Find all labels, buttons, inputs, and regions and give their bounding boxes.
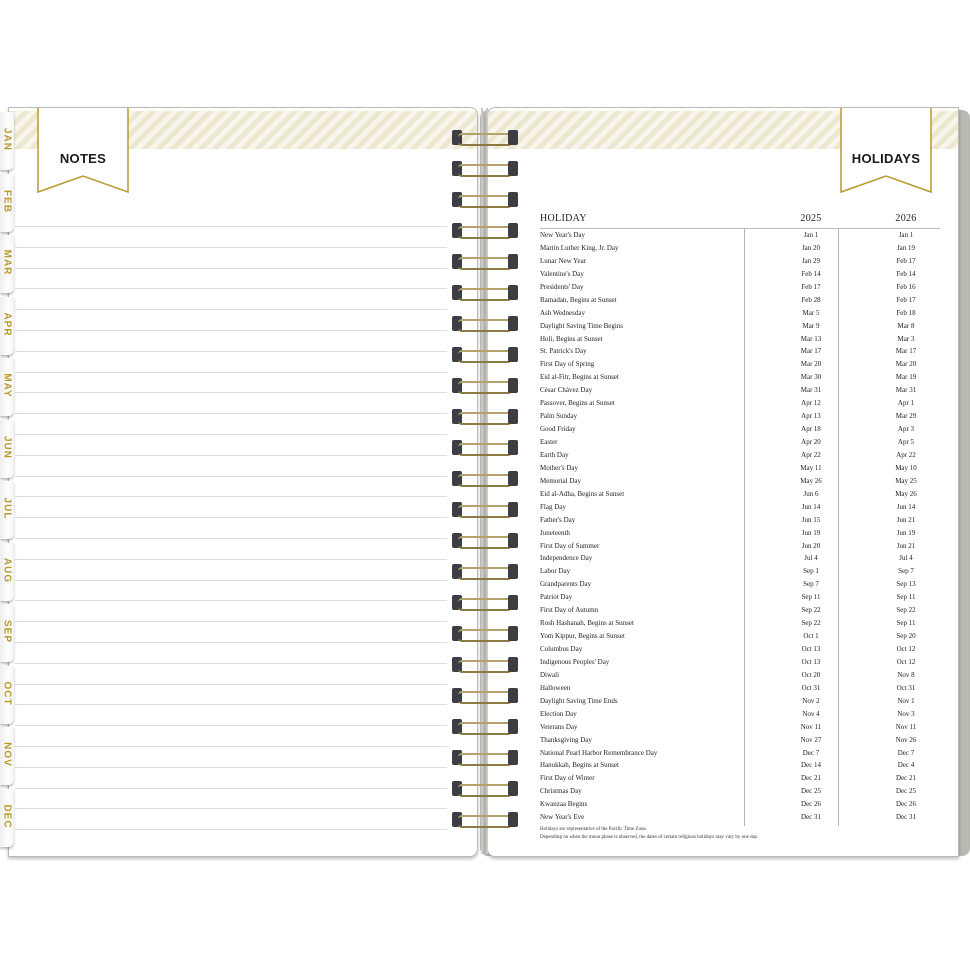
date-2025: Mar 13 — [800, 334, 822, 343]
holiday-name: New Year's Day — [540, 231, 586, 239]
table-row — [540, 811, 940, 824]
notes-page — [8, 107, 478, 857]
holiday-name: Palm Sunday — [540, 412, 578, 421]
table-row — [540, 488, 940, 501]
holiday-name: Father's Day — [540, 515, 576, 524]
table-row — [540, 242, 940, 255]
spiral-coil — [452, 471, 518, 487]
table-row — [540, 384, 940, 397]
date-2026: Oct 12 — [896, 645, 916, 653]
table-row — [540, 229, 940, 242]
spiral-coil — [452, 781, 518, 797]
ruled-line — [15, 829, 447, 830]
spiral-coil — [452, 626, 518, 642]
date-2026: Sep 11 — [896, 593, 916, 602]
notes-title: NOTES — [59, 151, 107, 166]
date-2025: Mar 9 — [802, 321, 820, 330]
table-row — [540, 785, 940, 798]
table-row — [540, 397, 940, 410]
table-row — [540, 436, 940, 449]
ruled-line — [15, 268, 447, 269]
table-row — [540, 501, 940, 514]
date-2026: Oct 12 — [896, 657, 916, 666]
holiday-name: Veterans Day — [540, 722, 578, 731]
table-row — [540, 695, 940, 708]
date-2025: Mar 30 — [800, 373, 822, 382]
footnotes — [540, 826, 758, 841]
spiral-coil — [452, 347, 518, 363]
date-2025: Oct 13 — [801, 657, 821, 666]
month-tab-mar[interactable] — [0, 235, 14, 293]
ruled-line — [15, 725, 447, 726]
holiday-table — [540, 213, 940, 824]
date-2026: Nov 8 — [897, 670, 915, 679]
spiral-coil — [452, 595, 518, 611]
date-2025: Sep 1 — [803, 567, 819, 576]
date-2026: Dec 21 — [895, 774, 917, 783]
date-2026: Nov 3 — [897, 709, 915, 718]
holiday-name: St. Patrick's Day — [540, 347, 587, 356]
holiday-name: Easter — [540, 438, 558, 446]
date-2025: Mar 20 — [800, 360, 822, 369]
table-row — [540, 747, 940, 760]
date-2025: Apr 12 — [801, 399, 821, 408]
holiday-name: Passover, Begins at Sunset — [540, 399, 615, 408]
ruled-line — [15, 663, 447, 664]
spiral-coil — [452, 812, 518, 828]
date-2025: Jan 20 — [801, 243, 821, 252]
table-row — [540, 772, 940, 785]
month-tab-may[interactable] — [0, 358, 14, 416]
spiral-coil — [452, 657, 518, 673]
date-2025: Jun 14 — [801, 502, 821, 511]
date-2026: Jul 4 — [899, 554, 913, 563]
spiral-coil — [452, 688, 518, 704]
table-row — [540, 320, 940, 333]
ruled-line — [15, 351, 447, 352]
holiday-name: Lunar New Year — [540, 256, 587, 265]
ruled-line — [15, 330, 447, 331]
date-2025: Sep 11 — [801, 593, 821, 602]
date-2025: Jun 6 — [803, 489, 819, 498]
date-2025: Nov 4 — [802, 709, 820, 718]
spiral-coil — [452, 316, 518, 332]
date-2025: Nov 27 — [800, 735, 822, 744]
footnote-line: Holidays are representative of the Pacific Time Zone. — [540, 827, 647, 832]
date-2025: Apr 22 — [801, 450, 821, 459]
table-header — [540, 213, 940, 229]
spiral-coil — [452, 750, 518, 766]
holiday-name: Independence Day — [540, 554, 593, 563]
table-row — [540, 682, 940, 695]
holiday-name: First Day of Autumn — [540, 606, 599, 615]
holiday-name: Patriot Day — [540, 593, 573, 602]
spiral-coil — [452, 130, 518, 146]
table-row — [540, 565, 940, 578]
date-2026: Mar 31 — [895, 386, 917, 395]
date-2025: Feb 17 — [801, 282, 821, 291]
holiday-name: Presidents' Day — [540, 282, 584, 291]
date-2026: Dec 7 — [897, 748, 915, 757]
holiday-name: Labor Day — [540, 567, 571, 576]
date-2025: Dec 26 — [800, 800, 822, 809]
date-2026: Dec 4 — [897, 761, 915, 770]
holiday-name: Earth Day — [540, 450, 569, 459]
spiral-coil — [452, 223, 518, 239]
table-row — [540, 617, 940, 630]
holiday-name: Thanksgiving Day — [540, 735, 592, 744]
holiday-name: Daylight Saving Time Ends — [540, 696, 618, 705]
holidays-title: HOLIDAYS — [851, 151, 921, 166]
column-header-2025: 2025 — [800, 213, 822, 224]
date-2026: Jun 21 — [896, 515, 916, 524]
date-2025: Oct 13 — [801, 645, 821, 653]
spiral-coil — [452, 564, 518, 580]
date-2025: Mar 5 — [802, 308, 820, 317]
date-2025: Nov 2 — [802, 696, 820, 705]
ruled-line — [15, 288, 447, 289]
table-row — [540, 604, 940, 617]
date-2025: May 11 — [800, 463, 822, 472]
month-tab-sep[interactable] — [0, 604, 14, 662]
table-row — [540, 708, 940, 721]
date-2025: Dec 31 — [800, 813, 822, 822]
table-row — [540, 307, 940, 320]
spiral-coil — [452, 254, 518, 270]
table-row — [540, 656, 940, 669]
spiral-coil — [452, 502, 518, 518]
month-tab-label: FEB — [1, 189, 13, 213]
ruled-line — [15, 788, 447, 789]
holiday-name: Flag Day — [540, 502, 566, 511]
month-tab-label: OCT — [1, 680, 13, 706]
table-row — [540, 371, 940, 384]
table-body — [540, 229, 940, 824]
date-2026: Mar 8 — [897, 321, 915, 330]
ruled-line — [15, 517, 447, 518]
ruled-line — [15, 538, 447, 539]
holiday-name: Diwali — [540, 670, 560, 679]
date-2025: Apr 13 — [801, 412, 821, 421]
table-row — [540, 358, 940, 371]
column-header-holiday: HOLIDAY — [540, 213, 587, 224]
holiday-name: Martin Luther King, Jr. Day — [540, 243, 619, 252]
ruled-line — [15, 621, 447, 622]
holiday-name: Hanukkah, Begins at Sunset — [540, 761, 619, 770]
date-2026: Oct 31 — [896, 683, 916, 692]
date-2025: Oct 31 — [801, 683, 821, 692]
date-2025: Dec 14 — [800, 761, 822, 770]
holiday-name: Ramadan, Begins at Sunset — [540, 295, 617, 304]
ruled-line — [15, 455, 447, 456]
ruled-line — [15, 247, 447, 248]
table-row — [540, 333, 940, 346]
holidays-banner — [840, 108, 932, 194]
month-tab-label: JAN — [1, 127, 13, 151]
date-2026: Mar 29 — [895, 412, 917, 421]
date-2026: Nov 26 — [895, 735, 917, 744]
ruled-line — [15, 746, 447, 747]
table-row — [540, 759, 940, 772]
date-2025: Oct 20 — [801, 670, 821, 679]
holiday-name: Grandparents Day — [540, 580, 592, 589]
holidays-page — [487, 107, 959, 857]
table-row — [540, 630, 940, 643]
table-row — [540, 255, 940, 268]
holiday-name: Halloween — [540, 683, 571, 692]
date-2026: Mar 3 — [897, 334, 915, 343]
table-row — [540, 578, 940, 591]
holiday-name: Mother's Day — [540, 463, 579, 472]
date-2026: Sep 22 — [896, 606, 916, 615]
date-2025: Apr 20 — [801, 438, 821, 446]
notes-banner — [37, 108, 129, 194]
ruled-line — [15, 413, 447, 414]
date-2025: Mar 17 — [800, 347, 822, 356]
spiral-coil — [452, 533, 518, 549]
holiday-name: Holi, Begins at Sunset — [540, 334, 603, 343]
date-2025: Jan 29 — [801, 256, 821, 265]
spiral-coil — [452, 378, 518, 394]
table-row — [540, 721, 940, 734]
holiday-name: Eid al-Fitr, Begins at Sunset — [540, 373, 619, 382]
table-row — [540, 540, 940, 553]
month-tab-label: JUN — [1, 435, 13, 459]
holiday-name: Rosh Hashanah, Begins at Sunset — [540, 619, 634, 628]
date-2025: Sep 7 — [803, 580, 819, 589]
ruled-line — [15, 767, 447, 768]
date-2026: Nov 1 — [897, 696, 915, 705]
month-tab-nov[interactable] — [0, 727, 14, 785]
table-row — [540, 798, 940, 811]
month-tab-jun[interactable] — [0, 420, 14, 478]
date-2025: Nov 11 — [800, 722, 822, 731]
month-tab-label: NOV — [1, 742, 13, 767]
date-2026: Dec 31 — [895, 813, 917, 822]
date-2026: May 26 — [895, 489, 917, 498]
month-tab-apr[interactable] — [0, 297, 14, 355]
date-2026: Feb 17 — [896, 256, 916, 265]
month-tab-label: MAY — [1, 373, 13, 398]
table-row — [540, 475, 940, 488]
date-2026: Apr 5 — [897, 438, 915, 446]
date-2026: Sep 7 — [898, 567, 914, 576]
date-2026: Mar 17 — [895, 347, 917, 356]
table-row — [540, 281, 940, 294]
table-row — [540, 734, 940, 747]
date-2025: Dec 25 — [800, 787, 822, 796]
date-2025: Jan 1 — [803, 231, 819, 239]
date-2025: Jul 4 — [804, 554, 818, 563]
date-2026: Sep 11 — [896, 619, 916, 628]
ruled-line — [15, 642, 447, 643]
date-2026: Sep 13 — [896, 580, 916, 589]
holiday-name: César Chávez Day — [540, 386, 593, 395]
date-2026: Jan 1 — [898, 231, 914, 239]
date-2026: Mar 20 — [895, 360, 917, 369]
month-tab-dec[interactable] — [0, 789, 14, 847]
date-2025: Mar 31 — [800, 386, 822, 395]
table-row — [540, 514, 940, 527]
ruled-line — [15, 226, 447, 227]
date-2025: Jun 15 — [801, 515, 821, 524]
footnote-line: Depending on when the moon phase is observed, the dates of certain religious holidays may vary by one day. — [540, 834, 759, 840]
ruled-line — [15, 372, 447, 373]
date-2025: Dec 7 — [802, 748, 820, 757]
date-2026: Apr 22 — [896, 450, 916, 459]
ruled-line — [15, 309, 447, 310]
holiday-name: Kwanzaa Begins — [540, 800, 588, 809]
holiday-name: Valentine's Day — [540, 269, 584, 278]
date-2026: Dec 26 — [895, 800, 917, 809]
spiral-coil — [452, 409, 518, 425]
holiday-name: Columbus Day — [540, 645, 583, 653]
holiday-name: Good Friday — [540, 425, 576, 434]
date-2026: Feb 17 — [896, 295, 916, 304]
ruled-line — [15, 704, 447, 705]
date-2026: Jun 19 — [896, 528, 916, 537]
table-row — [540, 643, 940, 656]
date-2026: Nov 11 — [895, 722, 917, 731]
table-row — [540, 345, 940, 358]
table-row — [540, 423, 940, 436]
month-tab-jul[interactable] — [0, 481, 14, 539]
holiday-name: New Year's Eve — [540, 813, 585, 822]
month-tab-oct[interactable] — [0, 666, 14, 724]
date-2025: Jun 19 — [801, 528, 821, 537]
date-2026: Dec 25 — [895, 787, 917, 796]
ruled-line — [15, 559, 447, 560]
holiday-name: Indigenous Peoples' Day — [540, 657, 610, 666]
table-row — [540, 294, 940, 307]
table-row — [540, 410, 940, 423]
holiday-name: Yom Kippur, Begins at Sunset — [540, 632, 625, 641]
spiral-coil — [452, 440, 518, 456]
date-2025: Sep 22 — [801, 619, 821, 628]
date-2026: May 25 — [895, 476, 917, 485]
ruled-line — [15, 434, 447, 435]
table-row — [540, 669, 940, 682]
month-tab-label: JUL — [1, 497, 13, 520]
spiral-binding — [452, 130, 522, 850]
date-2025: May 26 — [800, 476, 822, 485]
holiday-name: Election Day — [540, 709, 577, 718]
ruled-line — [15, 476, 447, 477]
holiday-name: First Day of Summer — [540, 541, 600, 550]
holiday-name: Eid al-Adha, Begins at Sunset — [540, 489, 625, 498]
month-tab-label: APR — [1, 311, 13, 337]
table-row — [540, 591, 940, 604]
date-2025: Feb 14 — [801, 269, 821, 278]
date-2026: Jun 21 — [896, 541, 916, 550]
holiday-name: Christmas Day — [540, 787, 582, 796]
month-tab-aug[interactable] — [0, 543, 14, 601]
date-2025: Dec 21 — [800, 774, 822, 783]
holiday-name: National Pearl Harbor Remembrance Day — [540, 748, 658, 757]
table-row — [540, 527, 940, 540]
date-2026: May 10 — [895, 463, 917, 472]
month-tab-label: SEP — [1, 619, 13, 643]
month-tab-label: MAR — [1, 249, 13, 276]
ruled-line — [15, 392, 447, 393]
date-2025: Feb 28 — [801, 295, 821, 304]
date-2025: Apr 18 — [801, 425, 821, 434]
date-2025: Sep 22 — [801, 606, 821, 615]
spiral-coil — [452, 161, 518, 177]
date-2026: Jun 14 — [896, 502, 916, 511]
holiday-name: First Day of Spring — [540, 360, 595, 369]
ruled-line — [15, 808, 447, 809]
spiral-coil — [452, 719, 518, 735]
date-2025: Oct 1 — [803, 632, 819, 641]
holiday-name: Ash Wednesday — [540, 308, 585, 317]
spiral-coil — [452, 285, 518, 301]
date-2026: Feb 16 — [896, 282, 916, 291]
table-row — [540, 268, 940, 281]
holiday-name: First Day of Winter — [540, 774, 595, 783]
month-tab-jan[interactable] — [0, 112, 14, 170]
holiday-name: Memorial Day — [540, 476, 582, 485]
date-2026: Jan 19 — [896, 243, 916, 252]
table-row — [540, 449, 940, 462]
ruled-line — [15, 684, 447, 685]
spiral-coil — [452, 192, 518, 208]
table-row — [540, 462, 940, 475]
date-2026: Sep 20 — [896, 632, 916, 641]
holiday-name: Juneteenth — [540, 528, 570, 537]
date-2026: Feb 18 — [896, 308, 916, 317]
date-2026: Mar 19 — [895, 373, 917, 382]
month-tab-label: DEC — [1, 803, 13, 829]
column-header-2026: 2026 — [895, 213, 917, 224]
ruled-line — [15, 580, 447, 581]
ruled-line — [15, 496, 447, 497]
month-tab-label: AUG — [1, 557, 13, 583]
date-2026: Apr 3 — [897, 425, 915, 434]
date-2026: Apr 1 — [897, 399, 915, 408]
ruled-line — [15, 600, 447, 601]
holiday-name: Daylight Saving Time Begins — [540, 321, 624, 330]
date-2026: Feb 14 — [896, 269, 916, 278]
table-row — [540, 552, 940, 565]
month-tab-feb[interactable] — [0, 174, 14, 232]
date-2025: Jun 20 — [801, 541, 821, 550]
